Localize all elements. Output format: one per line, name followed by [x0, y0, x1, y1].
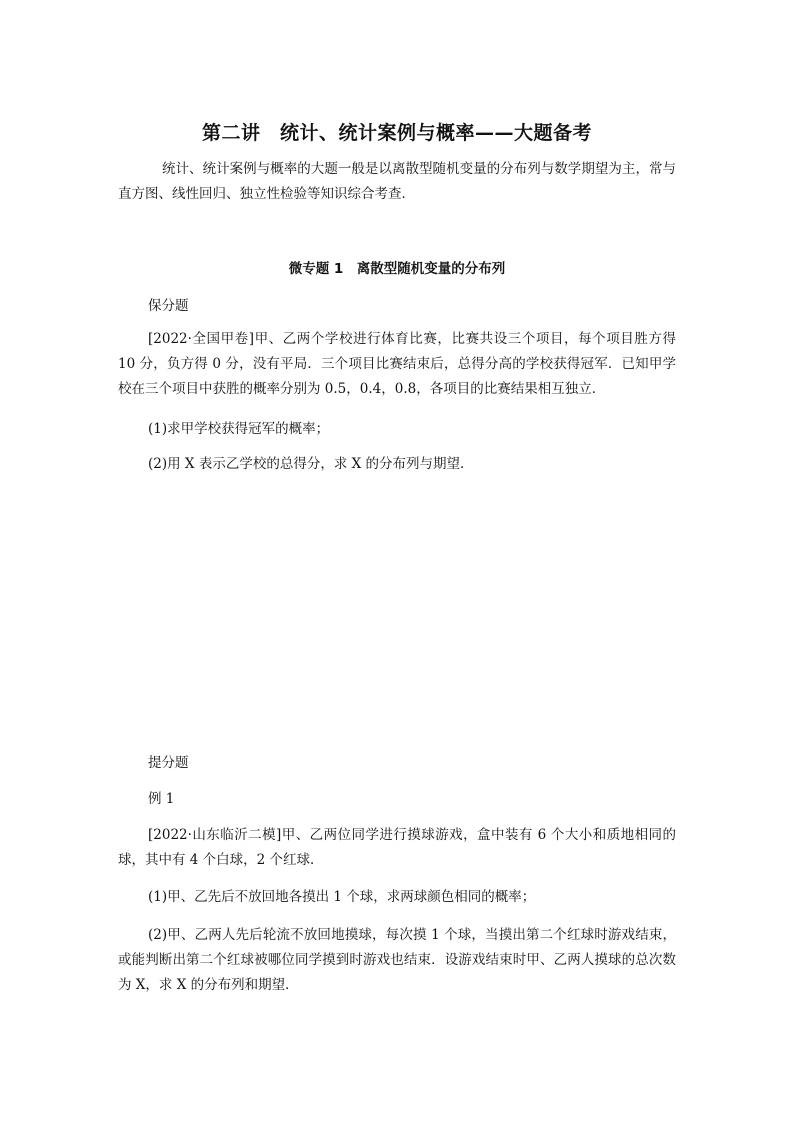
advanced-section-label: 提分题 — [148, 755, 189, 771]
basic-section-label: 保分题 — [148, 298, 189, 314]
advanced-problem-text: [2022·山东临沂二模]甲、乙两位同学进行摸球游戏，盒中装有 6 个大小和质地相同的球，其中有 4 个白球，2 个红球． — [118, 827, 676, 868]
advanced-question-2: (2)甲、乙两人先后轮流不放回地摸球，每次摸 1 个球，当摸出第二个红球时游戏结束，或能判断出第二个红球被哪位同学摸到时游戏也结束．设游戏结束时甲、乙两人摸球的总次数为 X，求 X 的分布列和期望． — [118, 927, 676, 993]
intro-paragraph: 统计、统计案例与概率的大题一般是以离散型随机变量的分布列与数学期望为主，常与直方图、线性回归、独立性检验等知识综合考查． — [118, 161, 676, 202]
basic-problem-text: [2022·全国甲卷]甲、乙两个学校进行体育比赛，比赛共设三个项目，每个项目胜方得 10 分，负方得 0 分，没有平局．三个项目比赛结束后，总得分高的学校获得冠军．已知甲学校在三个项目中获胜的概率分别为 0.5，0.4，0.8，各项目的比赛结果相互独立． — [118, 331, 676, 397]
basic-question-1: (1)求甲学校获得冠军的概率； — [148, 421, 330, 437]
topic-subtitle: 微专题 1 离散型随机变量的分布列 — [288, 261, 506, 277]
lecture-title: 第二讲 统计、统计案例与概率——大题备考 — [201, 122, 592, 144]
basic-question-2: (2)用 X 表示乙学校的总得分，求 X 的分布列与期望． — [148, 456, 474, 472]
advanced-question-1: (1)甲、乙先后不放回地各摸出 1 个球，求两球颜色相同的概率； — [148, 889, 536, 905]
example-label: 例 1 — [148, 791, 175, 807]
